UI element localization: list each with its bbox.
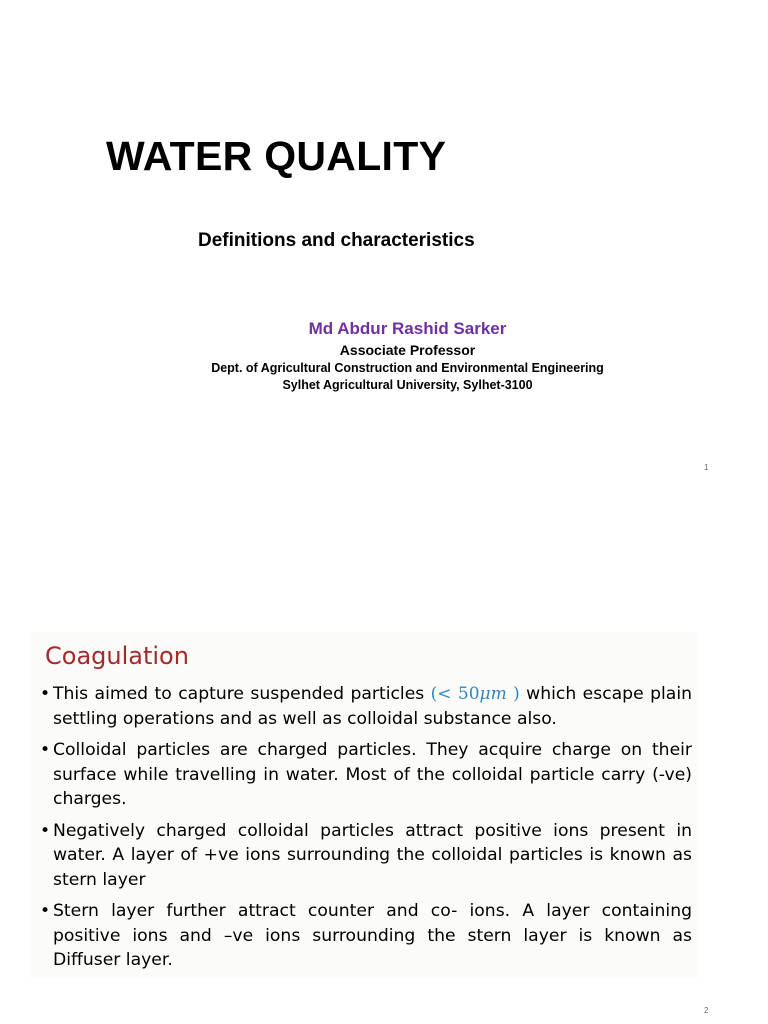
bullet-text: Negatively charged colloidal particles attract positive ions present in water. A layer of +ve ions surrounding the colloidal particles is known as stern layer	[53, 820, 692, 890]
bullet-list	[40, 682, 692, 980]
page-number: 2	[704, 1006, 709, 1015]
author-role: Associate Professor	[339, 342, 476, 358]
page-number: 1	[704, 463, 709, 472]
author-university: Sylhet Agricultural University, Sylhet-3100	[282, 378, 533, 392]
bullet-icon: •	[40, 820, 51, 841]
math-open: (< 50	[430, 684, 480, 704]
bullet-icon: •	[40, 901, 51, 921]
author-name: Md Abdur Rashid Sarker	[308, 319, 507, 338]
bullet-text: Colloidal particles are charged particles. They acquire charge on their surface while travelling in water. Most of the colloidal particle carry (-ve) charges.	[53, 740, 692, 809]
list-item	[40, 819, 692, 893]
bullet-text: This aimed to capture suspended particles	[53, 684, 431, 704]
math-unit: μm	[479, 684, 507, 704]
coagulation-slide	[30, 632, 698, 978]
author-department: Dept. of Agricultural Construction and Environmental Engineering	[211, 361, 604, 375]
math-close: )	[506, 684, 520, 704]
bullet-icon: •	[40, 684, 51, 704]
slide-subtitle: Definitions and characteristics	[198, 230, 475, 251]
list-item	[40, 682, 692, 731]
bullet-text: Stern layer further attract counter and co- ions. A layer containing positive ions and –ve ions surrounding the stern layer is known as Diffuser layer.	[53, 901, 692, 970]
bullet-text-continued: which escape plain settling operations and as well as colloidal substance also.	[53, 684, 692, 729]
list-item	[40, 899, 692, 973]
section-heading: Coagulation	[45, 642, 189, 670]
slide-title: WATER QUALITY	[106, 133, 447, 179]
size-expression	[431, 684, 520, 704]
list-item	[40, 738, 692, 812]
bullet-icon: •	[40, 740, 51, 760]
